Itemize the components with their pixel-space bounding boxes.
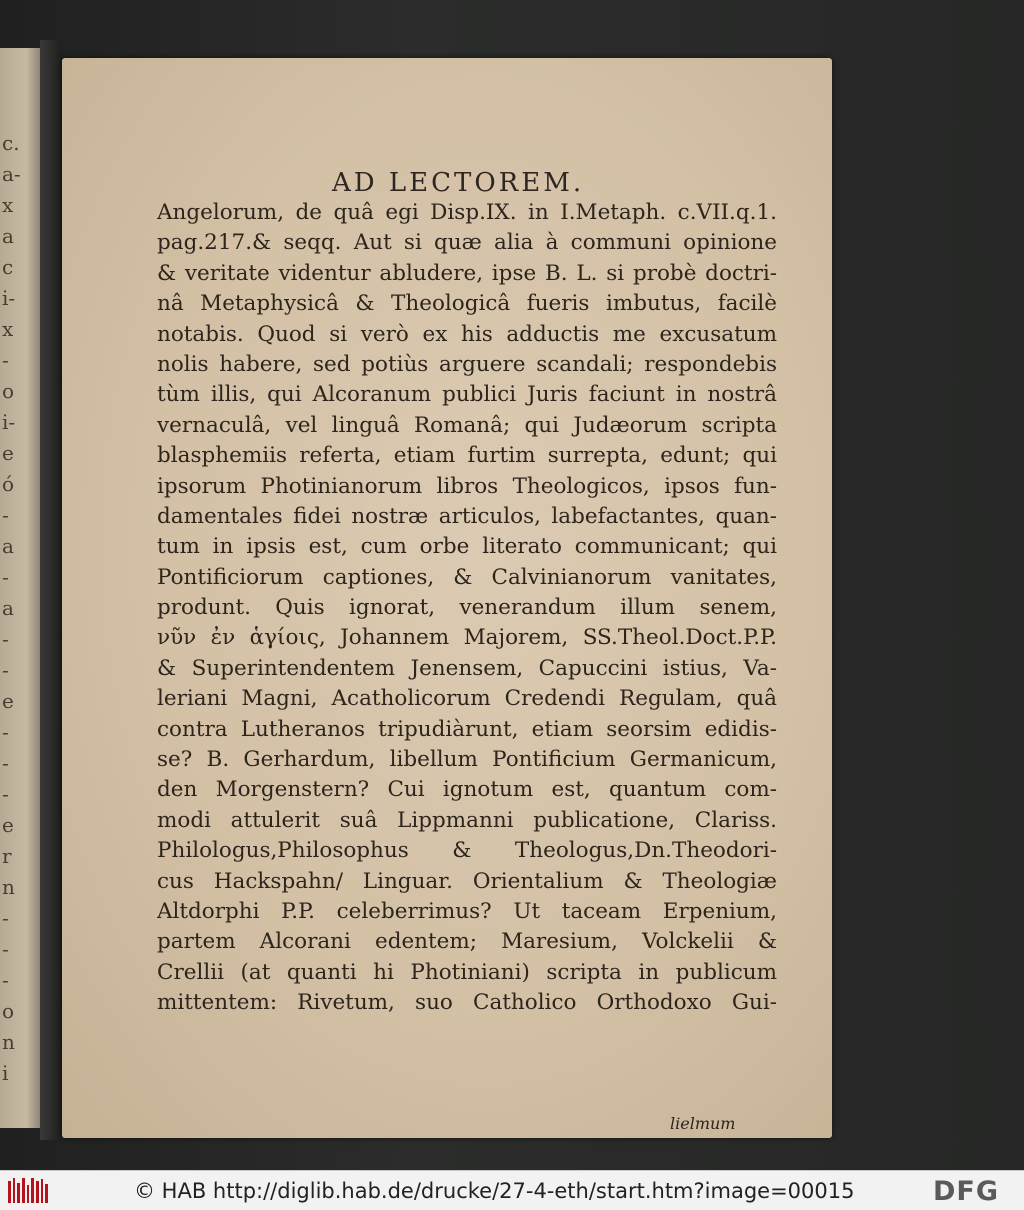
running-head: AD LECTOREM. <box>332 168 585 198</box>
left-page-fragment: x <box>2 317 14 341</box>
text-line: tum in ipsis est, cum orbe literato communicant; qui <box>157 534 777 560</box>
book-page <box>62 58 832 1138</box>
text-line: notabis. Quod si verò ex his adductis me excusatum <box>157 321 777 347</box>
left-page-fragment: x <box>2 193 14 217</box>
left-page-fragment: - <box>2 906 9 930</box>
book-gutter <box>40 40 62 1140</box>
text-line: mittentem: Rivetum, suo Catholico Orthodoxo Gui- <box>157 990 777 1016</box>
footer-bar <box>0 1170 1024 1210</box>
text-line: contra Lutheranos tripudiàrunt, etiam seorsim edidis- <box>157 716 777 742</box>
left-page-fragment: o <box>2 379 15 403</box>
left-page-fragment: c <box>2 255 14 279</box>
left-page-fragment: e <box>2 441 14 465</box>
left-page-fragment: - <box>2 348 9 372</box>
text-line: Philologus,Philosophus & Theologus,Dn.Theodori- <box>157 838 777 864</box>
text-line: nolis habere, sed potiùs arguere scandali; respondebis <box>157 351 777 377</box>
left-page-fragment: i <box>2 1061 9 1085</box>
text-line: vernaculâ, vel linguâ Romanâ; qui Judæorum scripta <box>157 412 777 438</box>
text-line: leriani Magni, Acatholicorum Credendi Regulam, quâ <box>157 686 777 712</box>
text-line: tùm illis, qui Alcoranum publici Juris faciunt in nostrâ <box>157 382 777 408</box>
left-page-fragment: i- <box>2 410 16 434</box>
left-page-fragment: - <box>2 720 9 744</box>
left-page-fragment: o <box>2 999 15 1023</box>
text-line: se? B. Gerhardum, libellum Pontificium Germanicum, <box>157 747 777 773</box>
left-page-fragment: a <box>2 596 14 620</box>
text-line: damentales fidei nostræ articulos, labefactantes, quan- <box>157 503 777 529</box>
text-line: partem Alcorani edentem; Maresium, Volckelii & <box>157 929 777 955</box>
text-line: Angelorum, de quâ egi Disp.IX. in I.Metaph. c.VII.q.1. <box>157 200 777 225</box>
left-page-fragment: - <box>2 782 9 806</box>
text-line: & Superintendentem Jenensem, Capuccini istius, Va- <box>157 655 777 681</box>
left-page-fragment: - <box>2 503 9 527</box>
text-line: modi attulerit suâ Lippmanni publicatione, Clariss. <box>157 807 777 833</box>
left-page-fragment: - <box>2 751 9 775</box>
left-page-fragment: a- <box>2 162 21 186</box>
left-page-fragment: ó <box>2 472 15 496</box>
text-line: Crellii (at quanti hi Photiniani) scripta in publicum <box>157 959 777 985</box>
text-line: ipsorum Photinianorum libros Theologicos, ipsos fun- <box>157 473 777 499</box>
left-page-fragment: - <box>2 658 9 682</box>
left-page-fragment: r <box>2 844 12 868</box>
left-page-fragment: c. <box>2 131 20 155</box>
left-page-fragment: n <box>2 875 15 899</box>
text-line: cus Hackspahn/ Linguar. Orientalium & Theologiæ <box>157 868 777 894</box>
catchword: lielmum <box>670 1114 736 1133</box>
text-line: & veritate videntur abludere, ipse B. L. si probè doctri- <box>157 260 777 286</box>
left-page-fragment: - <box>2 937 9 961</box>
left-page-fragment: e <box>2 813 14 837</box>
left-page-fragment: i- <box>2 286 16 310</box>
left-page-fragment: a <box>2 534 14 558</box>
text-line: blasphemiis referta, etiam furtim surrepta, edunt; qui <box>157 443 777 469</box>
text-line: Altdorphi P.P. celeberrimus? Ut taceam Erpenium, <box>157 898 777 924</box>
attribution-link[interactable]: © HAB http://diglib.hab.de/drucke/27-4-eth/start.htm?image=00015 <box>134 1179 855 1203</box>
left-page-fragment: e <box>2 689 14 713</box>
dfg-logo[interactable]: DFG <box>933 1176 1000 1207</box>
text-line: den Morgenstern? Cui ignotum est, quantum com- <box>157 777 777 803</box>
left-page-fragment: - <box>2 627 9 651</box>
left-page-fragment: - <box>2 968 9 992</box>
left-page-fragment: a <box>2 224 14 248</box>
text-line: produnt. Quis ignorat, venerandum illum senem, <box>157 595 777 621</box>
text-line: pag.217.& seqq. Aut si quæ alia à communi opinione <box>157 230 777 256</box>
page-text <box>157 198 777 1019</box>
text-line: νῦν ἐν ἁγίοις, Johannem Majorem, SS.Theol.Doct.P.P. <box>157 625 777 651</box>
text-line: nâ Metaphysicâ & Theologicâ fueris imbutus, facilè <box>157 291 777 317</box>
text-line: Pontificiorum captiones, & Calvinianorum vanitates, <box>157 564 777 590</box>
left-page-fragment: - <box>2 565 9 589</box>
left-page-fragments <box>2 128 38 1089</box>
left-page-fragment: n <box>2 1030 15 1054</box>
hab-logo-icon[interactable] <box>8 1178 48 1203</box>
